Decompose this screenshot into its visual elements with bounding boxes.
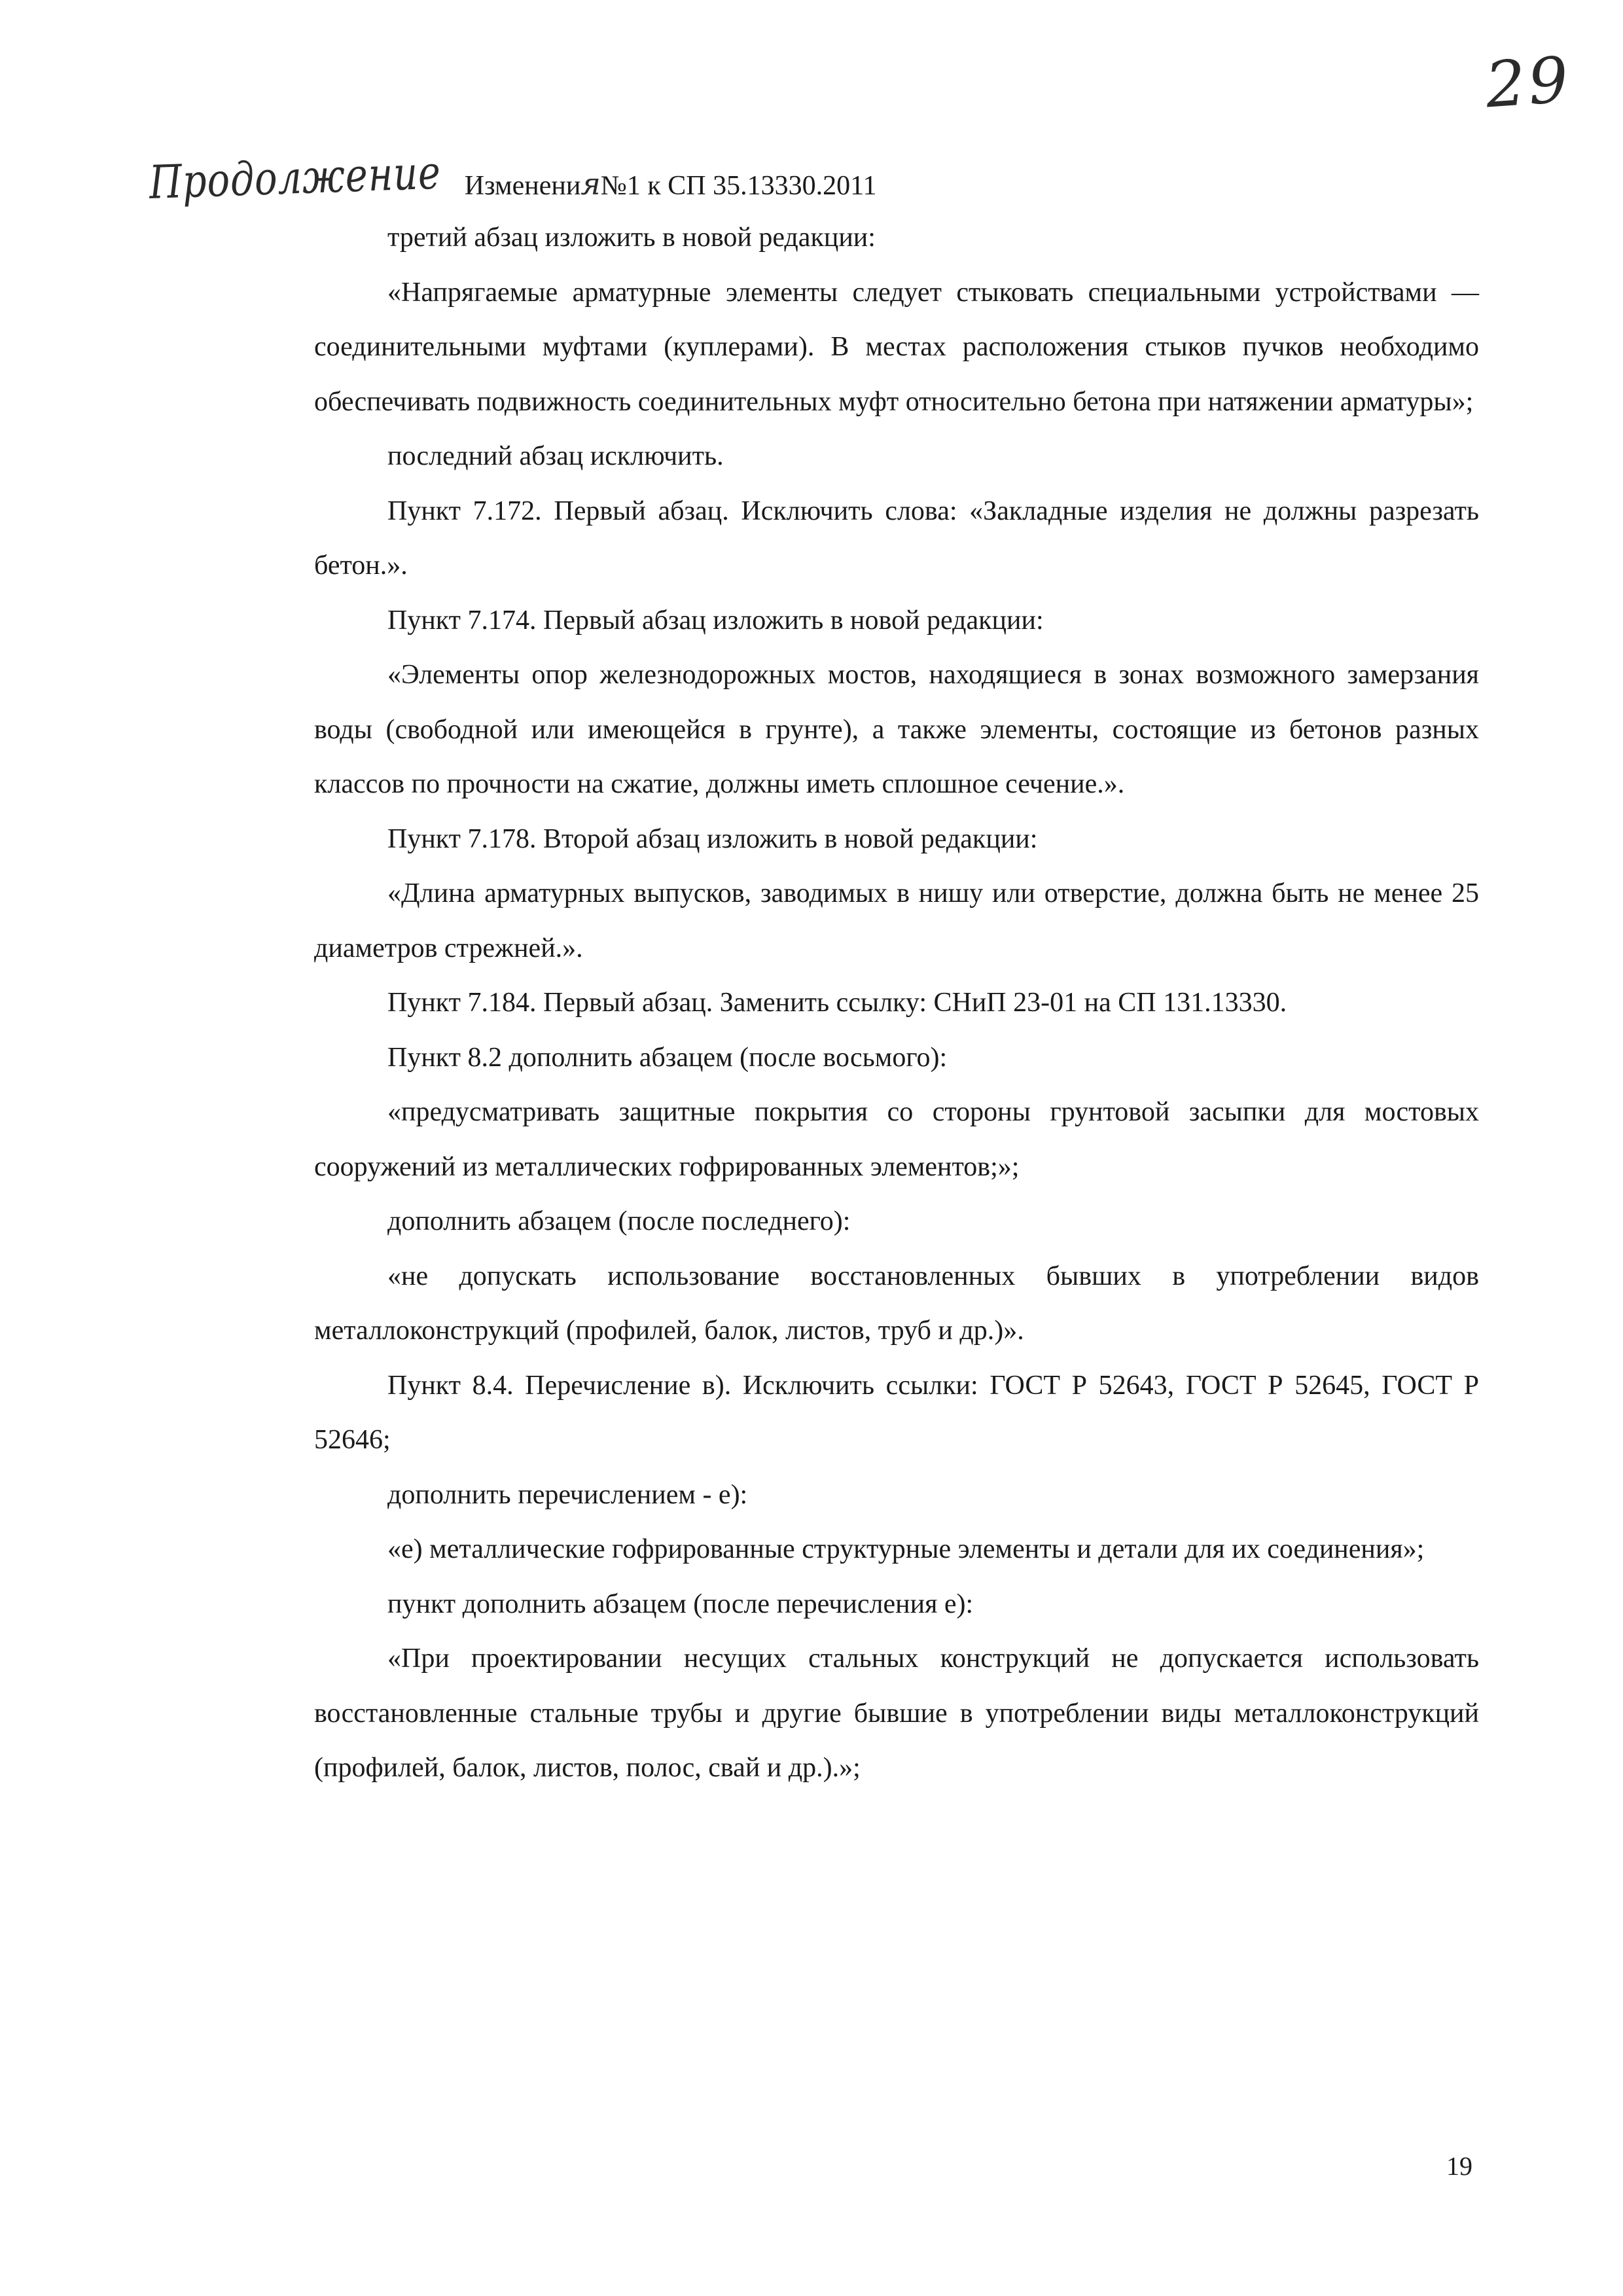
handwritten-continuation: Продолжение <box>148 145 442 209</box>
paragraph: «Напрягаемые арматурные элементы следует стыковать специальными устройствами — соединительными муфтами (куплерами). В местах расположения стыков пучков необходимо обеспечивать подвижность соединительных муфт относительно бетона при натяжении арматуры»; <box>314 277 1479 417</box>
paragraph: последний абзац исключить. <box>387 441 724 471</box>
paragraph: дополнить абзацем (после последнего): <box>387 1206 851 1236</box>
header-title-post: №1 к СП 35.13330.2011 <box>600 171 877 201</box>
paragraph: «предусматривать защитные покрытия со стороны грунтовой засыпки для мостовых сооружений из металлических гофрированных элементов;»; <box>314 1097 1479 1182</box>
paragraph: Пункт 7.174. Первый абзац изложить в новой редакции: <box>387 605 1044 636</box>
paragraph: «е) металлические гофрированные структурные элементы и детали для их соединения»; <box>387 1534 1425 1564</box>
page-number: 19 <box>1446 2151 1472 2181</box>
paragraph: «не допускать использование восстановленных бывших в употреблении видов металлоконструкций (профилей, балок, листов, труб и др.)». <box>314 1261 1479 1346</box>
paragraph: «Элементы опор железнодорожных мостов, находящиеся в зонах возможного замерзания воды (свободной или имеющейся в грунте), а также элементы, состоящие из бетонов разных классов по прочности на сжатие, должны иметь сплошное сечение.». <box>314 660 1479 799</box>
paragraph: Пункт 7.184. Первый абзац. Заменить ссылку: СНиП 23-01 на СП 131.13330. <box>387 988 1287 1018</box>
document-body <box>314 211 1479 1796</box>
paragraph: дополнить перечислением - е): <box>387 1479 748 1510</box>
document-header <box>148 145 877 209</box>
header-title-handwritten: я <box>580 166 601 202</box>
paragraph: третий абзац изложить в новой редакции: <box>387 223 876 253</box>
header-title-pre: Изменени <box>464 171 581 201</box>
paragraph: Пункт 7.172. Первый абзац. Исключить слова: «Закладные изделия не должны разрезать бетон.». <box>314 495 1479 581</box>
paragraph: пункт дополнить абзацем (после перечисления е): <box>387 1588 974 1619</box>
paragraph: «При проектировании несущих стальных конструкций не допускается использовать восстановленные стальные трубы и другие бывшие в употреблении виды металлоконструкций (профилей, балок, листов, полос, свай и др.).»; <box>314 1643 1479 1783</box>
paragraph: Пункт 7.178. Второй абзац изложить в новой редакции: <box>387 823 1038 854</box>
paragraph: «Длина арматурных выпусков, заводимых в нишу или отверстие, должна быть не менее 25 диаметров стрежней.». <box>314 878 1479 963</box>
paragraph: Пункт 8.4. Перечисление в). Исключить ссылки: ГОСТ Р 52643, ГОСТ Р 52645, ГОСТ Р 52646; <box>314 1370 1479 1455</box>
paragraph: Пункт 8.2 дополнить абзацем (после восьмого): <box>387 1042 948 1073</box>
handwritten-page-mark: 29 <box>1483 43 1573 122</box>
